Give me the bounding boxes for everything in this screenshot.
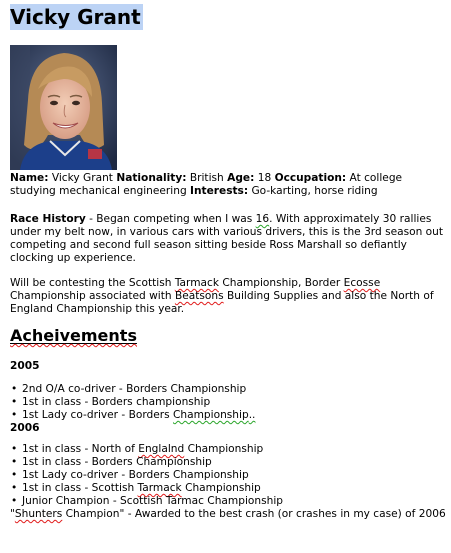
name-label: Name: [10, 172, 49, 184]
contesting-text-1: Will be contesting the Scottish [10, 277, 175, 289]
list-item: • 2nd O/A co-driver - Borders Championship [10, 383, 446, 396]
race-history-label: Race History [10, 213, 86, 225]
age-value: 18 [254, 172, 275, 184]
nationality-value: British [186, 172, 228, 184]
contesting-paragraph [10, 277, 446, 316]
shunters-award [10, 508, 446, 521]
achievements-list-2006 [10, 443, 446, 508]
achievements-list-2005 [10, 383, 446, 422]
age-label: Age: [227, 172, 255, 184]
shunters-text: Champion" - Awarded to the best crash (or crashes in my case) of 2006 [62, 508, 446, 520]
list-item: • 1st in class - Borders Championship [10, 456, 446, 469]
occupation-value: At college studying mechanical engineering [10, 172, 403, 197]
contesting-word-ecosse: Ecosse [343, 277, 381, 289]
list-item: • 1st Lady co-driver - Borders Championship [10, 469, 446, 482]
list-item [10, 409, 446, 422]
profile-content [10, 172, 446, 521]
contesting-word-beatsons: Beatsons [174, 290, 224, 302]
list-item [10, 482, 446, 495]
achievements-heading [10, 326, 446, 346]
race-history-text-b: . With approximately 30 rallies under my belt now, in various cars with various drivers, this is the 3rd season out competing and second full season sitting beside Ross Marshall so defiantly clocking up experience. [10, 213, 444, 264]
driver-portrait-icon [10, 45, 117, 170]
list-item-text-end: Championship [181, 482, 261, 494]
list-item [10, 443, 446, 456]
nationality-label: Nationality: [116, 172, 187, 184]
profile-info [10, 172, 446, 198]
interests-label: Interests: [190, 185, 249, 197]
list-item-word-englalnd: Englalnd [138, 443, 185, 455]
year-heading-2006: 2006 [10, 422, 40, 434]
contesting-text-4: Building Supplies and also the North of England Championship this year. [10, 290, 434, 315]
list-item-text: 1st Lady co-driver - Borders [22, 409, 173, 421]
age-started-value: 16 [255, 213, 270, 225]
occupation-label: Occupation: [274, 172, 347, 184]
list-item: • Junior Champion - Scottish Tarmac Championship [10, 495, 446, 508]
list-item-word: Championship [173, 409, 249, 421]
list-item-text: 1st in class - North of [22, 443, 139, 455]
list-item-word-tarmack: Tarmack [137, 482, 182, 494]
race-history-text-a: - Began competing when I was [85, 213, 256, 225]
race-history [10, 213, 446, 265]
interests-value: Go-karting, horse riding [248, 185, 378, 197]
contesting-text-3: Championship associated with [10, 290, 175, 302]
shunters-word: Shunters [14, 508, 63, 520]
list-item: • 1st in class - Borders championship [10, 396, 446, 409]
contesting-word-tarmack: Tarmack [174, 277, 219, 289]
name-value: Vicky Grant [48, 172, 117, 184]
selected-title-text: Vicky Grant [10, 5, 141, 29]
list-item-text-end: Championship [184, 443, 264, 455]
page-title [10, 4, 143, 30]
list-item-text: 1st in class - Scottish [22, 482, 138, 494]
year-heading-2005: 2005 [10, 360, 40, 372]
contesting-text-2: Championship, Border [218, 277, 344, 289]
achievements-heading-text: Acheivements [10, 326, 137, 345]
list-item-tail: .. [248, 409, 256, 421]
shunters-quote: " [10, 508, 15, 520]
